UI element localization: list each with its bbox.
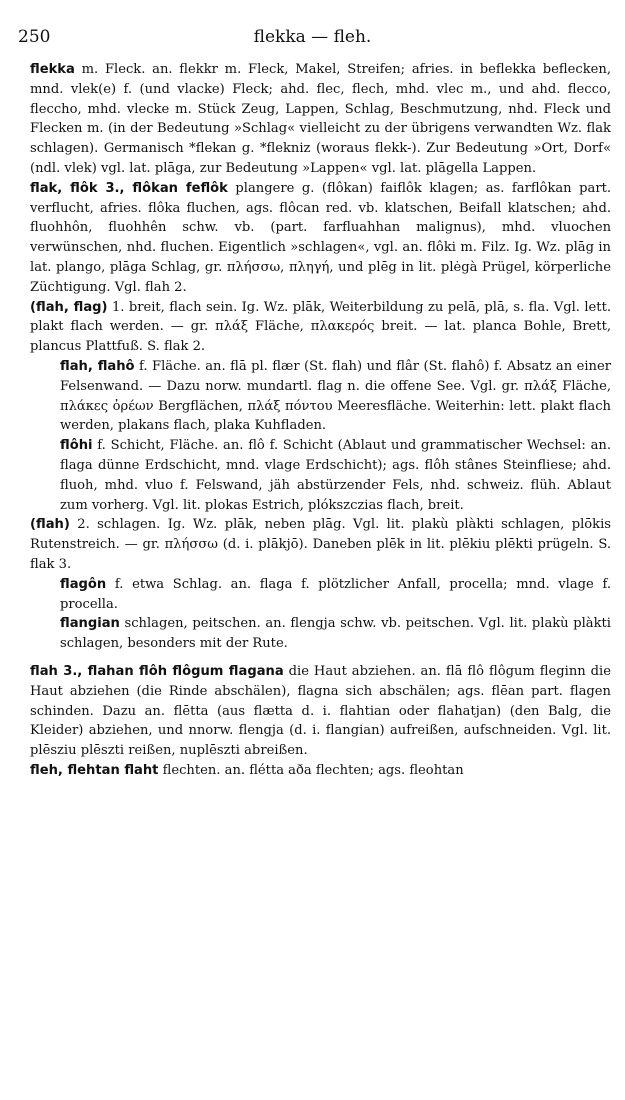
headword: fleh, flehtan flaht xyxy=(30,762,159,778)
entry-flah-3 xyxy=(30,662,611,761)
definition: flechten. an. flétta aða flechten; ags. fleohtan xyxy=(158,762,464,778)
entry-flohi xyxy=(30,436,611,515)
definition: f. Fläche. an. flā pl. flær (St. flah) und flâr (St. flahô) f. Absatz an einer Felsenwand. — Dazu norw. mundartl. flag n. die offene See. Vgl. gr. πλάξ Fläche, πλάκες ὀρέων Bergflächen, πλάξ πόντου Meeresfläche. Weiterhin: lett. plakt flach werden, plakans flach, plaka Kuhfladen. xyxy=(60,358,611,434)
definition: f. Schicht, Fläche. an. flô f. Schicht (Ablaut und grammatischer Wechsel: an. flaga dünne Erdschicht, mnd. vlage Erdschicht); ags. flôh stânes Steinfliese; ahd. fluoh, mhd. vluo f. Felswand, jäh abstürzender Fels, nhd. schweiz. flüh. Ablaut zum vorherg. Vgl. lit. plokas Estrich, plókszczias flach, breit. xyxy=(60,438,611,513)
headword: flagôn xyxy=(60,576,107,592)
headword: flak, flôk 3., flôkan feflôk xyxy=(30,180,228,196)
definition: m. Fleck. an. flekkr m. Fleck, Makel, Streifen; afries. in beflekka beflecken, mnd. vlek(e) f. (und vlacke) Fleck; ahd. flec, flech, mhd. vlec m., und ahd. flecco, fleccho, mhd. vlecke m. Stück Zeug, Lappen, Schlag, Beschmutzung, nhd. Fleck und Flecken m. (in der Bedeutung »Schlag« vielleicht zu der übrigens verwandten Wz. flak schlagen). Germanisch *flekan g. *flekniz (woraus flekk-). Zur Bedeutung »Ort, Dorf« (ndl. vlek) vgl. lat. plāga, zur Bedeutung »Lappen« vgl. lat. plāgella Lappen. xyxy=(30,62,611,176)
headword: flangian xyxy=(60,616,120,632)
definition: 1. breit, flach sein. Ig. Wz. plāk, Weiterbildung zu pelā, plā, s. fla. Vgl. lett. plakt flach werden. — gr. πλάξ Fläche, πλακερός breit. — lat. planca Bohle, Brett, plancus Plattfuß. S. flak 2. xyxy=(30,299,611,355)
entry-fleh xyxy=(30,761,611,781)
headword: flôhi xyxy=(60,438,93,454)
definition: plangere g. (flôkan) faiflôk klagen; as. farflôkan part. verflucht, afries. flôka fluchen, ags. flôcan red. vb. klatschen, Beifall klatschen; ahd. fluohhôn, fluohhên schw. vb. (part. farfluahhan malignus), mhd. vluochen verwünschen, nhd. fluchen. Eigentlich »schlagen«, vgl. an. flôki m. Filz. Ig. Wz. plāg in lat. plango, plāga Schlag, gr. πλήσσω, πληγή, und plēg in lit. plėgà Prügel, körperliche Züchtigung. Vgl. flah 2. xyxy=(30,180,611,295)
running-title: flekka — fleh. xyxy=(253,27,372,47)
page-number: 250 xyxy=(18,27,51,47)
headword: (flah, flag) xyxy=(30,299,108,315)
definition: f. etwa Schlag. an. flaga f. plötzlicher Anfall, procella; mnd. vlage f. procella. xyxy=(60,576,611,612)
page-header xyxy=(18,27,607,49)
definition: schlagen, peitschen. an. flengja schw. vb. peitschen. Vgl. lit. plakù plàkti schlagen, besonders mit der Rute. xyxy=(60,616,611,652)
definition: die Haut abziehen. an. flā flô flôgum fleginn die Haut abziehen (die Rinde abschälen), flagna sich abschälen; ags. flēan part. flagen schinden. Dazu an. flētta (aus flætta d. i. flahtian oder flahatjan) (den Balg, die Kleider) abziehen, und nnorw. flengja (d. i. flangian) aufreißen, aufschneiden. Vgl. lit. plēsziu plēszti reißen, nuplēszti abreißen. xyxy=(30,663,611,759)
definition: 2. schlagen. Ig. Wz. plāk, neben plāg. Vgl. lit. plakù plàkti schlagen, plōkis Rutenstreich. — gr. πλήσσω (d. i. plākjō). Daneben plēk in lit. plēkiu plēkti prügeln. S. flak 3. xyxy=(30,517,611,572)
entry-flagon xyxy=(30,575,611,615)
entry-flah-1 xyxy=(30,298,611,357)
headword: flah 3., flahan flôh flôgum flagana xyxy=(30,663,284,679)
dictionary-body xyxy=(30,60,611,781)
entry-flekka xyxy=(30,60,611,179)
entry-flangian xyxy=(30,614,611,654)
entry-flak-3 xyxy=(30,179,611,298)
entry-flah-flaho xyxy=(30,357,611,436)
entry-flah-2 xyxy=(30,515,611,574)
headword: (flah) xyxy=(30,517,70,533)
headword: flah, flahô xyxy=(60,358,135,374)
headword: flekka xyxy=(30,62,75,77)
